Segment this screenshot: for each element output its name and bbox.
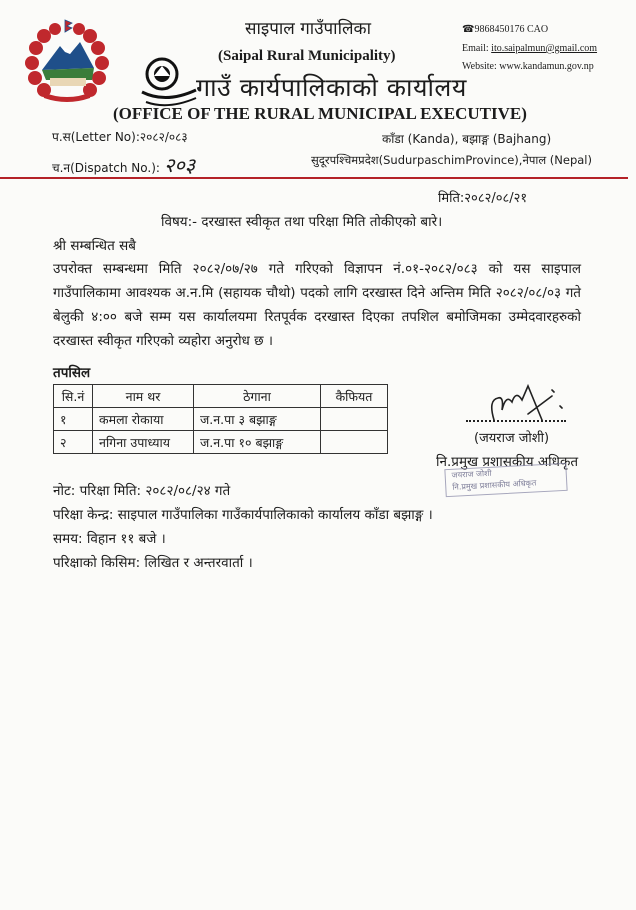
official-stamp xyxy=(444,463,567,497)
municipality-seal-icon xyxy=(138,54,198,110)
location-line-2: सुदूरपश्चिमप्रदेश(SudurpaschimProvince),नेपाल (Nepal) xyxy=(311,153,592,167)
letter-date: मिति:२०८२/०८/२१ xyxy=(438,191,528,206)
office-name-nepali: गाउँ कार्यपालिकाको कार्यालय xyxy=(196,73,467,102)
letter-number-label: प.स(Letter No): xyxy=(52,130,140,144)
table-row xyxy=(54,408,388,431)
signer-name: (जयराज जोशी) xyxy=(474,431,550,446)
dispatch-number xyxy=(52,151,195,178)
location-line-1: काँडा (Kanda), बझाङ्ग (Bajhang) xyxy=(382,132,552,146)
contact-phone xyxy=(462,24,548,35)
cell-name: नगिना उपाध्याय xyxy=(93,431,194,454)
dispatch-number-label: च.न(Dispatch No.): xyxy=(52,161,160,175)
note-exam-time: समय: विहान ११ बजे । xyxy=(53,531,166,547)
header-address: ठेगाना xyxy=(194,385,321,408)
phone-icon: ☎ xyxy=(462,24,475,35)
contact-website: Website: www.kandamun.gov.np xyxy=(462,61,594,72)
signature-line xyxy=(466,420,566,422)
letter-subject: विषय:- दरखास्त स्वीकृत तथा परिक्षा मिति तोकीएको बारे। xyxy=(161,214,443,230)
handwritten-signature xyxy=(482,380,582,430)
header-name: नाम थर xyxy=(93,385,194,408)
letter-body: उपरोक्त सम्बन्धमा मिति २०८२/०७/२७ गते गरिएको विज्ञापन नं.०१-२०८२/०८३ को यस साइपाल गाउँपालिकामा आवश्यक अ.न.मि (सहायक चौथो) पदको लागि दरखास्त दिने अन्तिम मिति २०८२/०८/०३ गते बेलुकी ४:०० बजे सम्म यस कार्यालयमा रितपूर्वक दरखास्त दिएका तपशिल बमोजिमका उम्मेदवारहरुको दरखास्त स्वीकृत गरिएको व्यहोरा अनुरोध छ । xyxy=(53,261,581,349)
note-exam-date: नोट: परिक्षा मिति: २०८२/०८/२४ गते xyxy=(53,483,231,499)
candidates-table xyxy=(53,384,388,454)
email-link[interactable]: ito.saipalmun@gmail.com xyxy=(491,43,598,54)
nepal-emblem-icon xyxy=(22,18,112,106)
email-label: Email: xyxy=(462,43,489,54)
header-divider xyxy=(0,177,628,179)
table-header-row xyxy=(54,385,388,408)
municipality-name-nepali: साइपाल गाउँपालिका xyxy=(245,19,371,39)
note-exam-type: परिक्षाको किसिम: लिखित र अन्तरवार्ता । xyxy=(53,555,253,571)
header-remarks: कैफियत xyxy=(321,385,388,408)
stamp-line-2: नि.प्रमुख प्रशासकीय अधिकृत xyxy=(452,478,537,492)
cell-remarks xyxy=(321,408,388,431)
cell-address: ज.न.पा १० बझाङ्ग xyxy=(194,431,321,454)
salutation: श्री सम्बन्धित सबै xyxy=(53,238,136,254)
cell-remarks xyxy=(321,431,388,454)
letter-number-value: २०८२/०८३ xyxy=(139,130,188,144)
signer-title: नि.प्रमुख प्रशासकीय अधिकृत xyxy=(436,454,579,470)
cell-sn: १ xyxy=(54,408,93,431)
phone-number: 9868450176 CAO xyxy=(474,24,549,35)
stamp-line-1: जयराज जोशी xyxy=(451,468,492,480)
table-row xyxy=(54,431,388,454)
municipality-name-english: (Saipal Rural Municipality) xyxy=(218,48,396,64)
header-sn: सि.नं xyxy=(54,385,93,408)
contact-email xyxy=(462,43,597,54)
list-heading: तपसिल xyxy=(53,365,91,381)
dispatch-number-handwritten: २०३ xyxy=(163,153,196,177)
letter-number xyxy=(52,128,188,145)
cell-sn: २ xyxy=(54,431,93,454)
office-name-english: (OFFICE OF THE RURAL MUNICIPAL EXECUTIVE) xyxy=(113,104,527,123)
cell-address: ज.न.पा ३ बझाङ्ग xyxy=(194,408,321,431)
cell-name: कमला रोकाया xyxy=(93,408,194,431)
note-exam-center: परिक्षा केन्द्र: साइपाल गाउँपालिका गाउँकार्यपालिकाको कार्यालय काँडा बझाङ्ग । xyxy=(53,507,433,523)
